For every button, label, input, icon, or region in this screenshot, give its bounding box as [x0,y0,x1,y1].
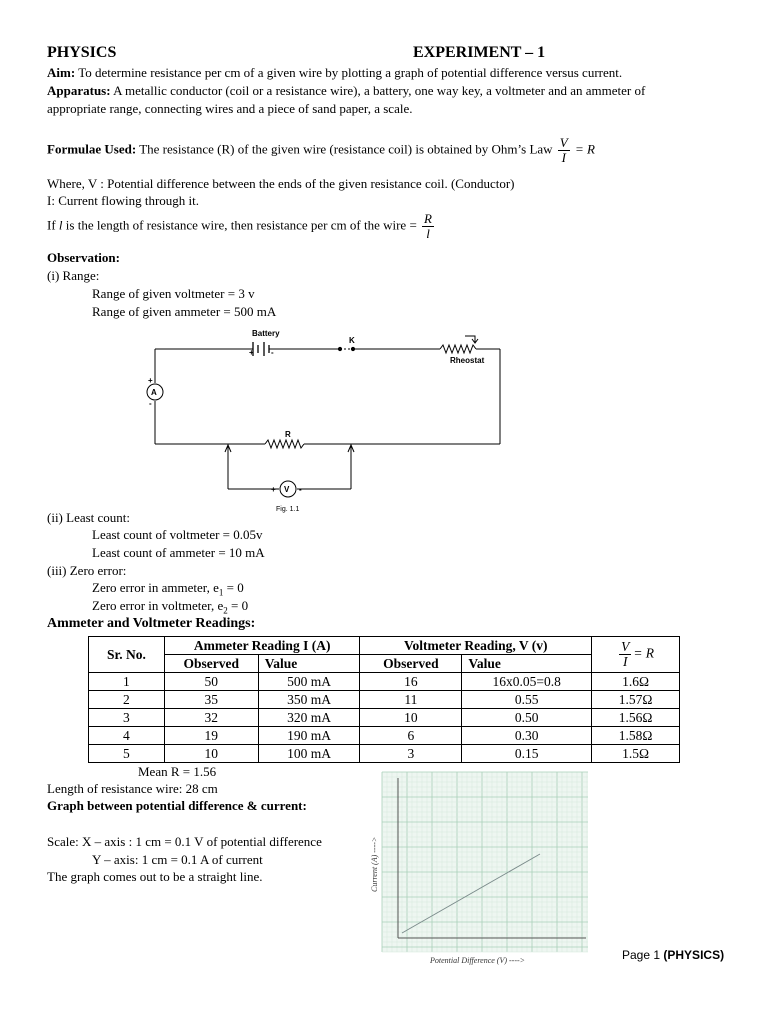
table-row [89,673,680,691]
graph-y-label: Current (A) ----> [370,836,379,892]
ratio-fraction [619,640,631,669]
cell-voltmeter-value: 16x0.05=0.8 [462,673,592,691]
header-voltmeter: Voltmeter Reading, V (v) [360,637,592,655]
page-subject: (PHYSICS) [663,948,725,962]
cell-resistance: 1.57Ω [592,691,680,709]
ohms-law-denominator: I [561,150,566,165]
key-label: K [349,336,355,345]
cell-ammeter-value: 100 mA [258,745,360,763]
experiment-heading: EXPERIMENT – 1 [413,44,546,61]
cell-voltmeter-value: 0.55 [462,691,592,709]
rheostat-label: Rheostat [450,356,485,365]
graph-conclusion: The graph comes out to be a straight line. [47,869,263,884]
where-line-3-if: If [47,217,56,233]
ohms-law-numerator: V [559,135,568,150]
where-line-2: I: Current flowing through it. [47,193,200,208]
mean-resistance: Mean R = 1.56 [138,764,217,779]
table-row [89,745,680,763]
voltmeter-range: Range of given voltmeter = 3 v [92,286,255,301]
per-cm-denominator: l [426,226,430,241]
formulae-text: The resistance (R) of the given wire (resistance coil) is obtained by Ohm’s Law [139,141,553,157]
ze-ammeter-text: Zero error in ammeter, e [92,580,219,595]
cell-sr: 2 [89,691,165,709]
table-title: Ammeter and Voltmeter Readings: [47,616,256,631]
ze-voltmeter-val: = 0 [227,598,249,613]
ratio-numerator: V [621,639,630,654]
ratio-rhs: = R [633,645,655,661]
cell-ammeter-observed: 19 [164,727,258,745]
cell-sr: 4 [89,727,165,745]
cell-sr: 1 [89,673,165,691]
ze-ammeter [92,580,244,598]
resistor-label: R [285,430,291,439]
ohms-law-rhs: = R [575,141,595,157]
scale-y: Y – axis: 1 cm = 0.1 A of current [92,852,263,867]
header-ratio [592,637,680,673]
ze-voltmeter [92,598,248,616]
cell-resistance: 1.56Ω [592,709,680,727]
header-ammeter: Ammeter Reading I (A) [164,637,360,655]
aim-label: Aim: [47,65,76,80]
cell-voltmeter-observed: 10 [360,709,462,727]
cell-sr: 5 [89,745,165,763]
cell-voltmeter-observed: 3 [360,745,462,763]
formulae-line [47,136,595,165]
header-voltmeter-value: Value [462,655,592,673]
cell-resistance: 1.6Ω [592,673,680,691]
cell-ammeter-value: 190 mA [258,727,360,745]
cell-ammeter-value: 500 mA [258,673,360,691]
resistor-coil [265,440,304,448]
page-number: Page 1 [622,948,661,962]
lc-ammeter: Least count of ammeter = 10 mA [92,545,265,560]
aim-line [47,65,622,81]
cell-voltmeter-value: 0.50 [462,709,592,727]
cell-sr: 3 [89,709,165,727]
ammeter-plus: + [148,376,153,385]
cell-ammeter-observed: 10 [164,745,258,763]
where-line-3-text: is the length of resistance wire, then resistance per cm of the wire = [65,217,417,233]
per-cm-fraction [422,212,434,241]
ammeter-range: Range of given ammeter = 500 mA [92,304,277,319]
cell-voltmeter-value: 0.15 [462,745,592,763]
cell-voltmeter-observed: 6 [360,727,462,745]
cell-voltmeter-observed: 16 [360,673,462,691]
cell-ammeter-observed: 50 [164,673,258,691]
range-label: (i) Range: [47,268,100,283]
where-line-1: Where, V : Potential difference between the ends of the given resistance coil. (Conductor) [47,176,515,191]
apparatus-line-1 [47,83,645,99]
ratio-denominator: I [622,654,628,669]
apparatus-label: Apparatus: [47,83,111,98]
apparatus-text-2: appropriate range, connecting wires and a piece of sand paper, a scale. [47,101,413,116]
subject-heading: PHYSICS [47,44,117,61]
graph-x-label: Potential Difference (V) ----> [430,956,526,965]
lc-voltmeter: Least count of voltmeter = 0.05v [92,527,263,542]
page-footer [622,948,724,962]
per-cm-numerator: R [424,211,432,226]
where-line-3-l: l [58,217,63,233]
ammeter-minus: - [149,399,152,408]
header-ammeter-value: Value [258,655,360,673]
ze-voltmeter-text: Zero error in voltmeter, e [92,598,224,613]
circuit-diagram [140,322,520,517]
header-sr-no: Sr. No. [89,637,165,673]
ohms-law-fraction [558,136,570,165]
rheostat-coil [440,345,476,353]
graph-heading: Graph between potential difference & current: [47,798,307,813]
table-row [89,691,680,709]
cell-ammeter-observed: 32 [164,709,258,727]
ammeter-label: A [151,388,157,397]
cell-ammeter-observed: 35 [164,691,258,709]
voltmeter-label: V [284,485,290,494]
observation-heading: Observation: [47,250,120,265]
table-row [89,727,680,745]
battery-minus: - [271,348,274,357]
apparatus-text-1: A metallic conductor (coil or a resistance wire), a battery, one way key, a voltmeter and an ammeter of [113,83,646,98]
graph-paper [370,772,588,952]
battery-label: Battery [252,329,280,338]
least-count-label: (ii) Least count: [47,510,131,525]
cell-voltmeter-observed: 11 [360,691,462,709]
header-voltmeter-observed: Observed [360,655,462,673]
figure-caption: Fig. 1.1 [276,506,300,513]
formulae-label: Formulae Used: [47,141,137,157]
where-line-3 [47,212,436,241]
voltmeter-plus: + [271,485,276,494]
ze-ammeter-sub: 1 [218,587,224,598]
ze-ammeter-val: = 0 [223,580,244,595]
cell-ammeter-value: 320 mA [258,709,360,727]
table-row [89,709,680,727]
ze-voltmeter-sub: 2 [223,605,228,616]
wire-length: Length of resistance wire: 28 cm [47,781,218,796]
cell-ammeter-value: 350 mA [258,691,360,709]
cell-voltmeter-value: 0.30 [462,727,592,745]
header-ammeter-observed: Observed [164,655,258,673]
scale-x: Scale: X – axis : 1 cm = 0.1 V of potential difference [47,834,322,849]
readings-table [88,636,680,763]
voltmeter-minus: - [299,485,302,494]
battery-plus: + [249,348,254,357]
aim-text: To determine resistance per cm of a given wire by plotting a graph of potential difference versus current. [78,65,623,80]
zero-error-label: (iii) Zero error: [47,563,127,578]
cell-resistance: 1.58Ω [592,727,680,745]
cell-resistance: 1.5Ω [592,745,680,763]
